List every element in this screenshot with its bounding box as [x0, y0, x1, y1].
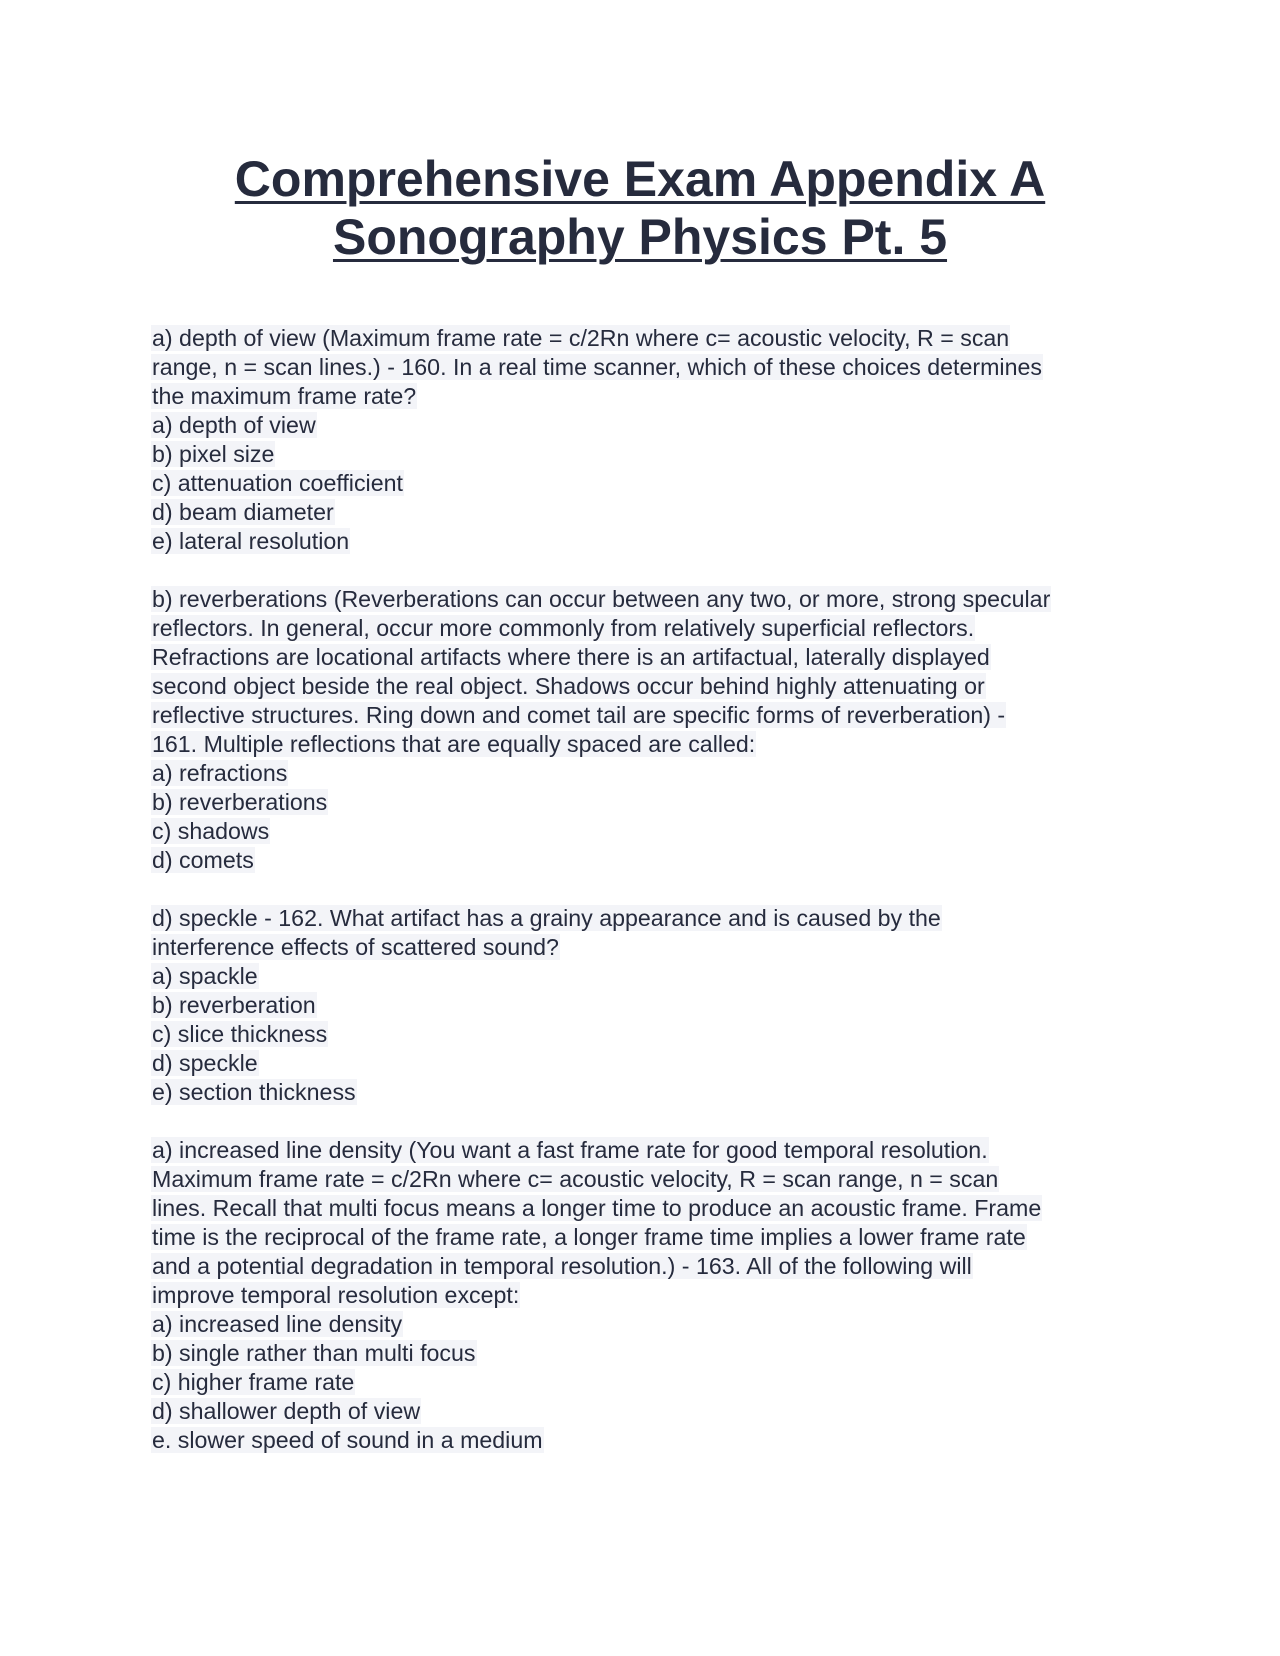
text-line — [151, 440, 1151, 469]
text-line — [151, 962, 1151, 991]
text-line — [151, 1339, 1151, 1368]
text-line — [151, 1281, 1151, 1310]
text-line-content: 161. Multiple reflections that are equally spaced are called: — [152, 731, 756, 757]
text-line — [151, 498, 1151, 527]
text-line-content: reflective structures. Ring down and comet tail are specific forms of reverberation) - — [152, 702, 1006, 728]
text-line-content: reflectors. In general, occur more commonly from relatively superficial reflectors. — [152, 615, 975, 641]
text-line — [151, 1223, 1151, 1252]
text-line-content: e) section thickness — [152, 1079, 356, 1105]
text-line — [151, 1397, 1151, 1426]
text-line — [151, 382, 1151, 411]
question-block — [151, 904, 1151, 1107]
question-block — [151, 585, 1151, 875]
text-line-content: c) slice thickness — [152, 1021, 328, 1047]
text-line-content: interference effects of scattered sound? — [152, 934, 559, 960]
text-line — [151, 1310, 1151, 1339]
text-line — [151, 1049, 1151, 1078]
text-line — [151, 1194, 1151, 1223]
text-line-content: lines. Recall that multi focus means a longer time to produce an acoustic frame. Frame — [152, 1195, 1042, 1221]
text-line-content: d) shallower depth of view — [152, 1398, 421, 1424]
text-line-content: b) reverberation — [152, 992, 316, 1018]
title-line-1: Comprehensive Exam Appendix A — [234, 151, 1046, 207]
text-line-content: a) refractions — [152, 760, 288, 786]
text-line-content: the maximum frame rate? — [152, 383, 417, 409]
text-line-content: d) comets — [152, 847, 254, 873]
question-block — [151, 324, 1151, 556]
text-line — [151, 904, 1151, 933]
text-line — [151, 1165, 1151, 1194]
text-line-content: a) depth of view — [152, 412, 316, 438]
text-line — [151, 585, 1151, 614]
text-line — [151, 730, 1151, 759]
text-line-content: d) speckle — [152, 1050, 258, 1076]
text-line-content: d) speckle - 162. What artifact has a grainy appearance and is caused by the — [152, 905, 941, 931]
page-title — [150, 150, 1130, 266]
text-line-content: c) shadows — [152, 818, 270, 844]
text-line-content: b) reverberations (Reverberations can occur between any two, or more, strong specular — [152, 586, 1051, 612]
text-line-content: b) pixel size — [152, 441, 275, 467]
text-line — [151, 788, 1151, 817]
text-line — [151, 1368, 1151, 1397]
text-line-content: Refractions are locational artifacts where there is an artifactual, laterally displayed — [152, 644, 990, 670]
text-line — [151, 701, 1151, 730]
text-line-content: Maximum frame rate = c/2Rn where c= acoustic velocity, R = scan range, n = scan — [152, 1166, 999, 1192]
text-line — [151, 933, 1151, 962]
text-line-content: e. slower speed of sound in a medium — [152, 1427, 543, 1453]
text-line-content: second object beside the real object. Shadows occur behind highly attenuating or — [152, 673, 985, 699]
text-line-content: b) single rather than multi focus — [152, 1340, 476, 1366]
text-line — [151, 411, 1151, 440]
document-body — [151, 324, 1151, 1484]
text-line-content: c) attenuation coefficient — [152, 470, 403, 496]
text-line — [151, 324, 1151, 353]
text-line — [151, 353, 1151, 382]
text-line-content: d) beam diameter — [152, 499, 334, 525]
text-line-content: and a potential degradation in temporal resolution.) - 163. All of the following will — [152, 1253, 972, 1279]
text-line — [151, 846, 1151, 875]
text-line-content: a) increased line density (You want a fast frame rate for good temporal resolution. — [152, 1137, 988, 1163]
question-block — [151, 1136, 1151, 1455]
text-line — [151, 469, 1151, 498]
text-line-content: a) spackle — [152, 963, 258, 989]
text-line — [151, 1252, 1151, 1281]
text-line-content: a) depth of view (Maximum frame rate = c/2Rn where c= acoustic velocity, R = scan — [152, 325, 1010, 351]
text-line — [151, 1136, 1151, 1165]
text-line-content: b) reverberations — [152, 789, 328, 815]
text-line-content: e) lateral resolution — [152, 528, 350, 554]
text-line — [151, 643, 1151, 672]
text-line — [151, 1426, 1151, 1455]
text-line-content: range, n = scan lines.) - 160. In a real time scanner, which of these choices determines — [152, 354, 1042, 380]
text-line — [151, 527, 1151, 556]
text-line — [151, 614, 1151, 643]
text-line — [151, 991, 1151, 1020]
text-line-content: c) higher frame rate — [152, 1369, 355, 1395]
text-line-content: improve temporal resolution except: — [152, 1282, 520, 1308]
text-line — [151, 672, 1151, 701]
text-line — [151, 1020, 1151, 1049]
text-line — [151, 817, 1151, 846]
text-line-content: a) increased line density — [152, 1311, 403, 1337]
text-line — [151, 1078, 1151, 1107]
text-line — [151, 759, 1151, 788]
title-line-2: Sonography Physics Pt. 5 — [332, 209, 948, 265]
text-line-content: time is the reciprocal of the frame rate, a longer frame time implies a lower frame rate — [152, 1224, 1026, 1250]
